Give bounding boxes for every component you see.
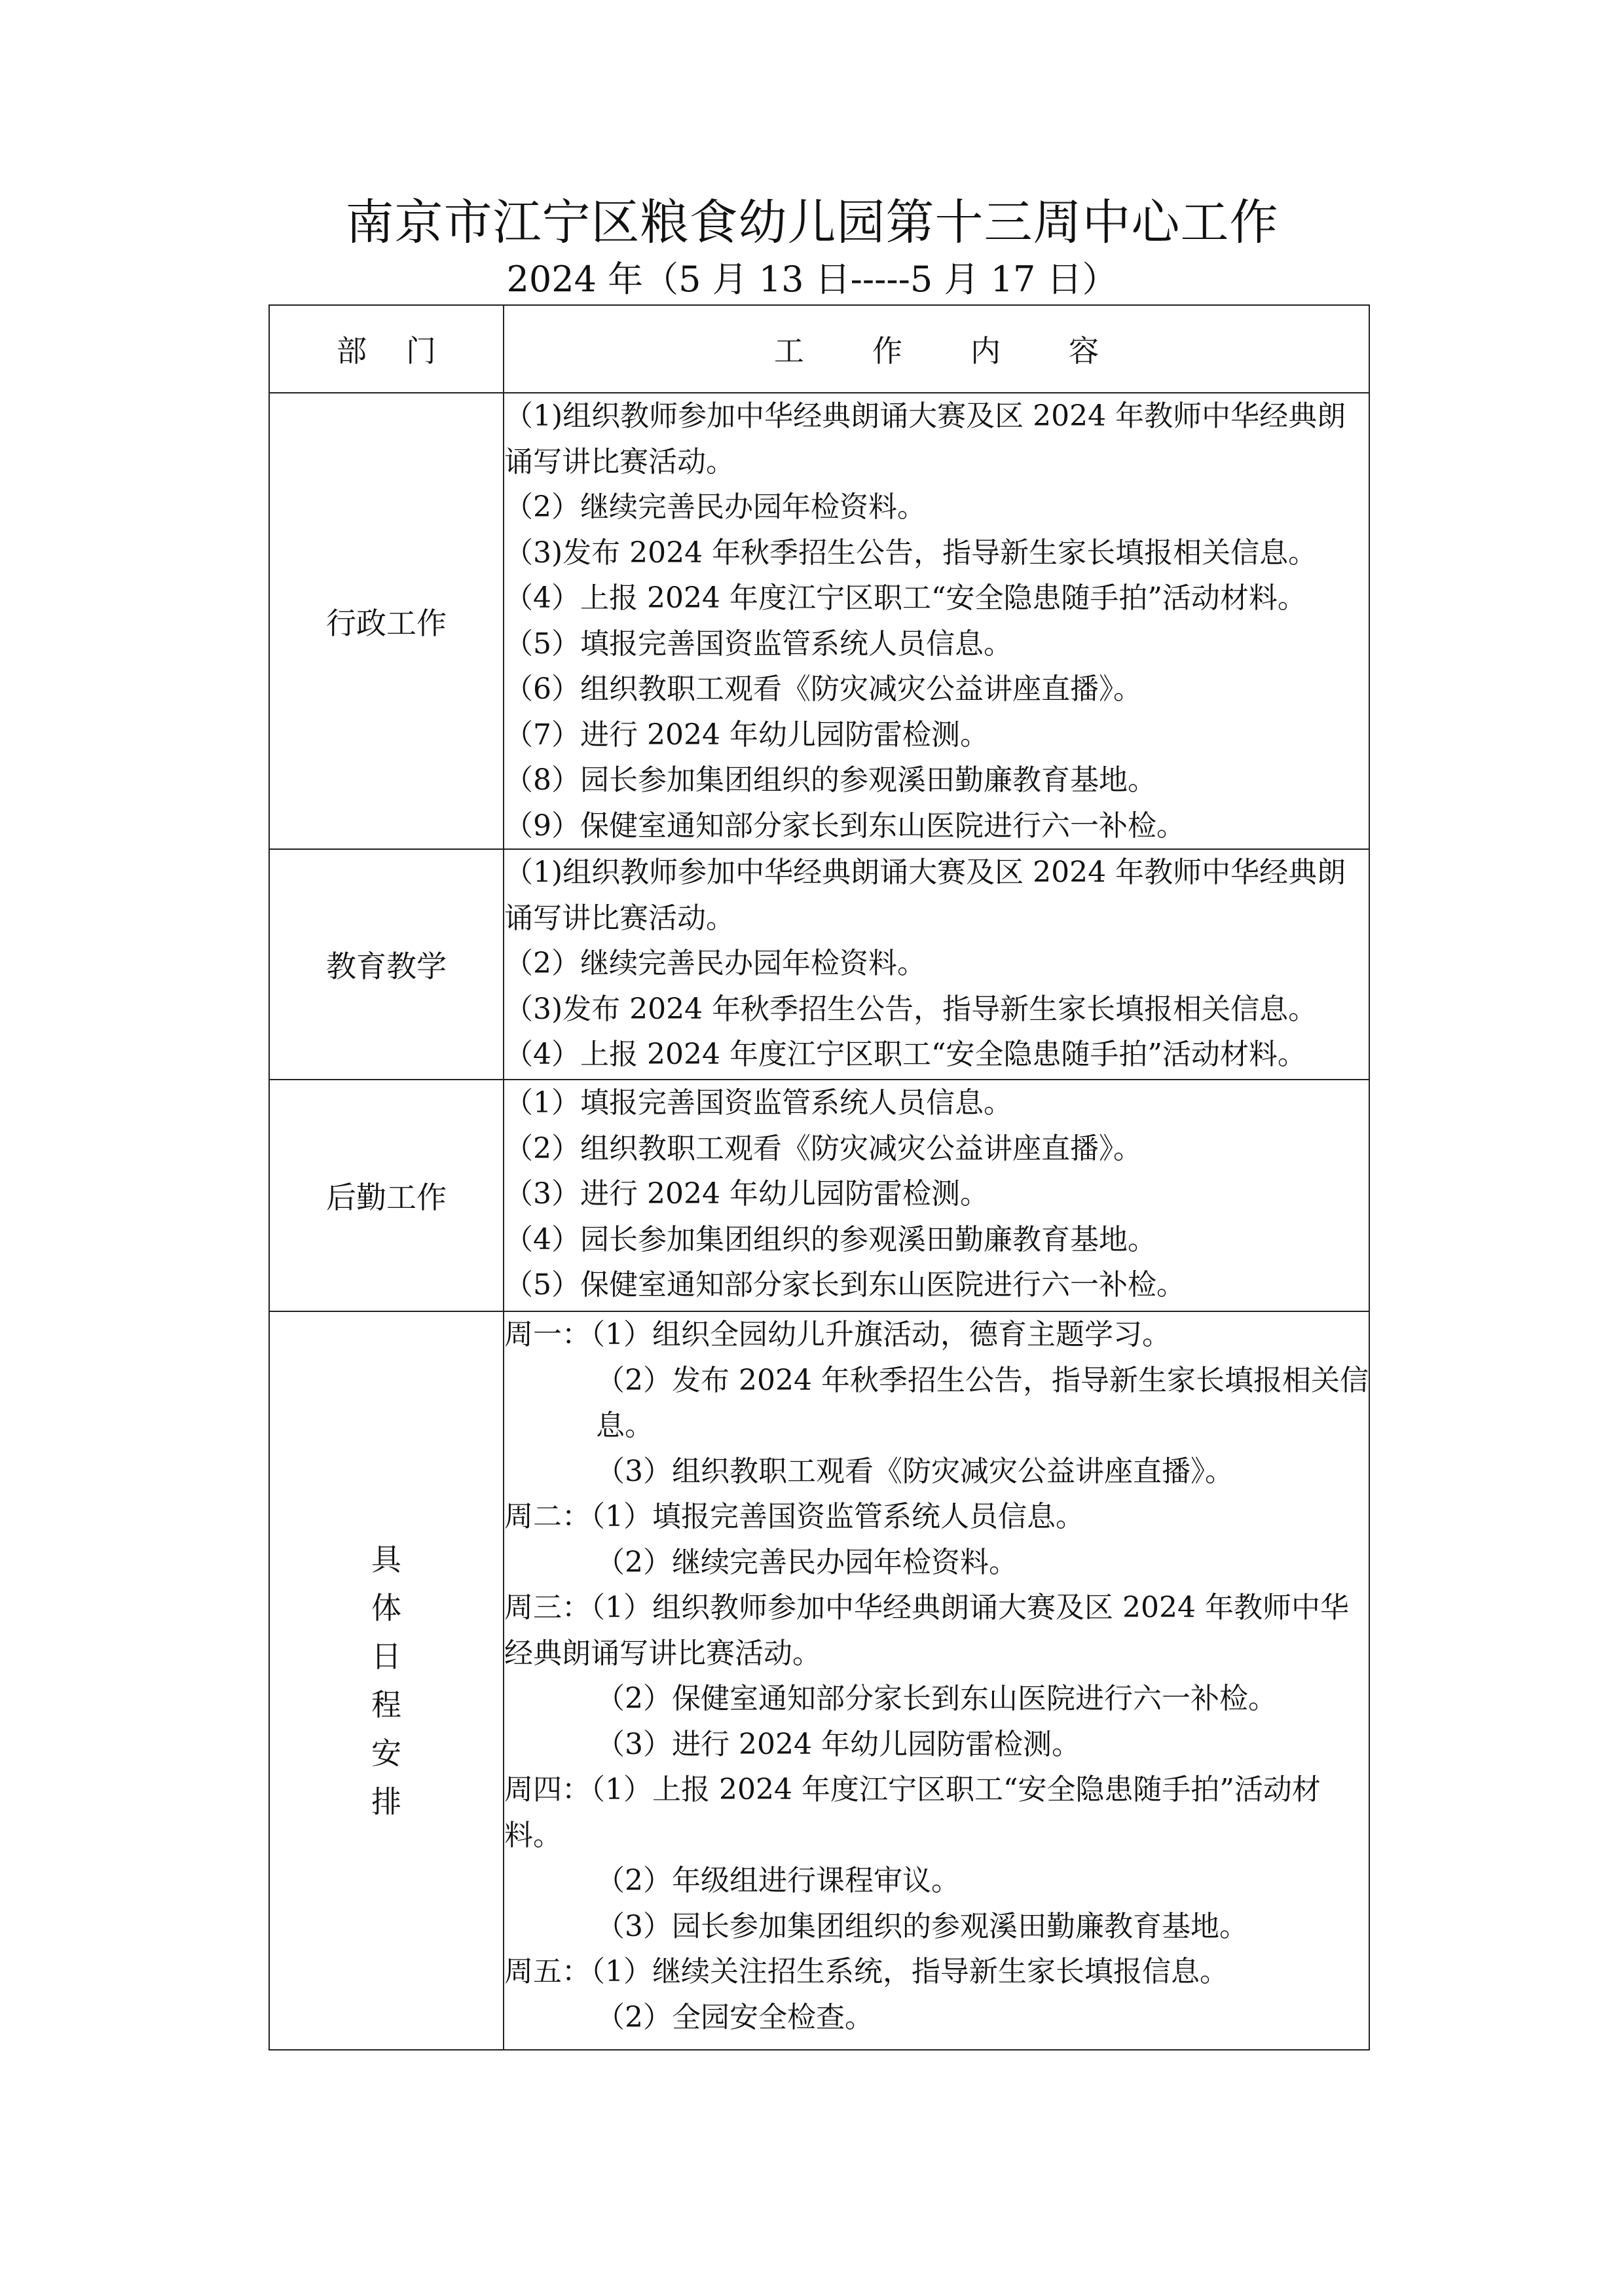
- list-item: （4）上报 2024 年度江宁区职工“安全隐患随手拍”活动材料。: [504, 1038, 1306, 1071]
- list-item: （3）进行 2024 年幼儿园防雷检测。: [504, 1177, 989, 1211]
- content-schedule: [504, 1311, 1369, 2050]
- list-item: （1)组织教师参加中华经典朗诵大赛及区 2024 年教师中华经典朗诵写讲比赛活动。: [504, 399, 1346, 479]
- content-logistics: [504, 1080, 1369, 1311]
- schedule-line: （2）年级组进行课程审议。: [596, 1864, 960, 1897]
- dept-schedule: [269, 1311, 504, 2050]
- list-item: （5）保健室通知部分家长到东山医院进行六一补检。: [504, 1268, 1185, 1302]
- schedule-line: 周四：（1）上报 2024 年度江宁区职工“安全隐患随手拍”活动材料。: [504, 1773, 1321, 1852]
- content-education: [504, 849, 1369, 1080]
- header-department: 部门: [269, 305, 504, 393]
- dept-education: 教育教学: [269, 849, 504, 1080]
- list-item: （5）填报完善国资监管系统人员信息。: [504, 627, 1012, 661]
- vertical-char: 具: [371, 1542, 401, 1577]
- list-item: （8）园长参加集团组织的参观溪田勤廉教育基地。: [504, 763, 1156, 797]
- date-range-subtitle: 2024 年（5 月 13 日-----5 月 17 日）: [506, 259, 1118, 300]
- dept-logistics: 后勤工作: [269, 1080, 504, 1311]
- schedule-line: （3）园长参加集团组织的参观溪田勤廉教育基地。: [596, 1909, 1248, 1943]
- table-row-education: [269, 849, 1369, 1080]
- list-item: （1）填报完善国资监管系统人员信息。: [504, 1086, 1012, 1120]
- list-item: （4）园长参加集团组织的参观溪田勤廉教育基地。: [504, 1222, 1156, 1256]
- page-title: 南京市江宁区粮食幼儿园第十三周中心工作: [345, 194, 1279, 251]
- header-work-content: 工作内容: [504, 305, 1369, 393]
- vertical-char: 安: [371, 1736, 401, 1771]
- table-row-schedule: [269, 1311, 1369, 2050]
- schedule-line: 周一：（1）组织全园幼儿升旗活动，德育主题学习。: [504, 1318, 1171, 1351]
- list-item: （6）组织教职工观看《防灾减灾公益讲座直播》。: [504, 672, 1142, 706]
- schedule-line: 周五：（1）继续关注招生系统，指导新生家长填报信息。: [504, 1955, 1228, 1988]
- vertical-char: 日: [371, 1639, 401, 1674]
- list-item: （4）上报 2024 年度江宁区职工“安全隐患随手拍”活动材料。: [504, 581, 1306, 615]
- list-item: （3)发布 2024 年秋季招生公告，指导新生家长填报相关信息。: [504, 536, 1318, 570]
- schedule-line: 周三：（1）组织教师参加中华经典朗诵大赛及区 2024 年教师中华经典朗诵写讲比赛活动。: [504, 1591, 1349, 1670]
- list-item: （2）继续完善民办园年检资料。: [504, 490, 926, 524]
- schedule-line: （2）发布 2024 年秋季招生公告，指导新生家长填报相关信息。: [596, 1363, 1369, 1442]
- list-item: （7）进行 2024 年幼儿园防雷检测。: [504, 718, 989, 752]
- table-row-logistics: [269, 1080, 1369, 1311]
- schedule-line: （3）组织教职工观看《防灾减灾公益讲座直播》。: [596, 1454, 1234, 1488]
- list-item: （9）保健室通知部分家长到东山医院进行六一补检。: [504, 809, 1185, 843]
- schedule-line: （2）全园安全检查。: [596, 2000, 874, 2034]
- work-schedule-table: [268, 304, 1370, 2050]
- list-item: （1)组织教师参加中华经典朗诵大赛及区 2024 年教师中华经典朗诵写讲比赛活动。: [504, 856, 1346, 935]
- schedule-line: （2）继续完善民办园年检资料。: [596, 1545, 1018, 1579]
- table-header-row: [269, 305, 1369, 393]
- content-admin: [504, 393, 1369, 849]
- dept-admin: 行政工作: [269, 393, 504, 849]
- list-item: （2）组织教职工观看《防灾减灾公益讲座直播》。: [504, 1131, 1142, 1165]
- schedule-line: （3）进行 2024 年幼儿园防雷检测。: [596, 1727, 1080, 1761]
- list-item: （3)发布 2024 年秋季招生公告，指导新生家长填报相关信息。: [504, 992, 1318, 1026]
- schedule-line: 周二：（1）填报完善国资监管系统人员信息。: [504, 1500, 1084, 1533]
- vertical-char: 体: [371, 1590, 401, 1626]
- list-item: （2）继续完善民办园年检资料。: [504, 947, 926, 980]
- vertical-char: 程: [371, 1687, 401, 1722]
- vertical-char: 排: [371, 1784, 401, 1819]
- schedule-line: （2）保健室通知部分家长到东山医院进行六一补检。: [596, 1682, 1277, 1715]
- table-row-admin: [269, 393, 1369, 849]
